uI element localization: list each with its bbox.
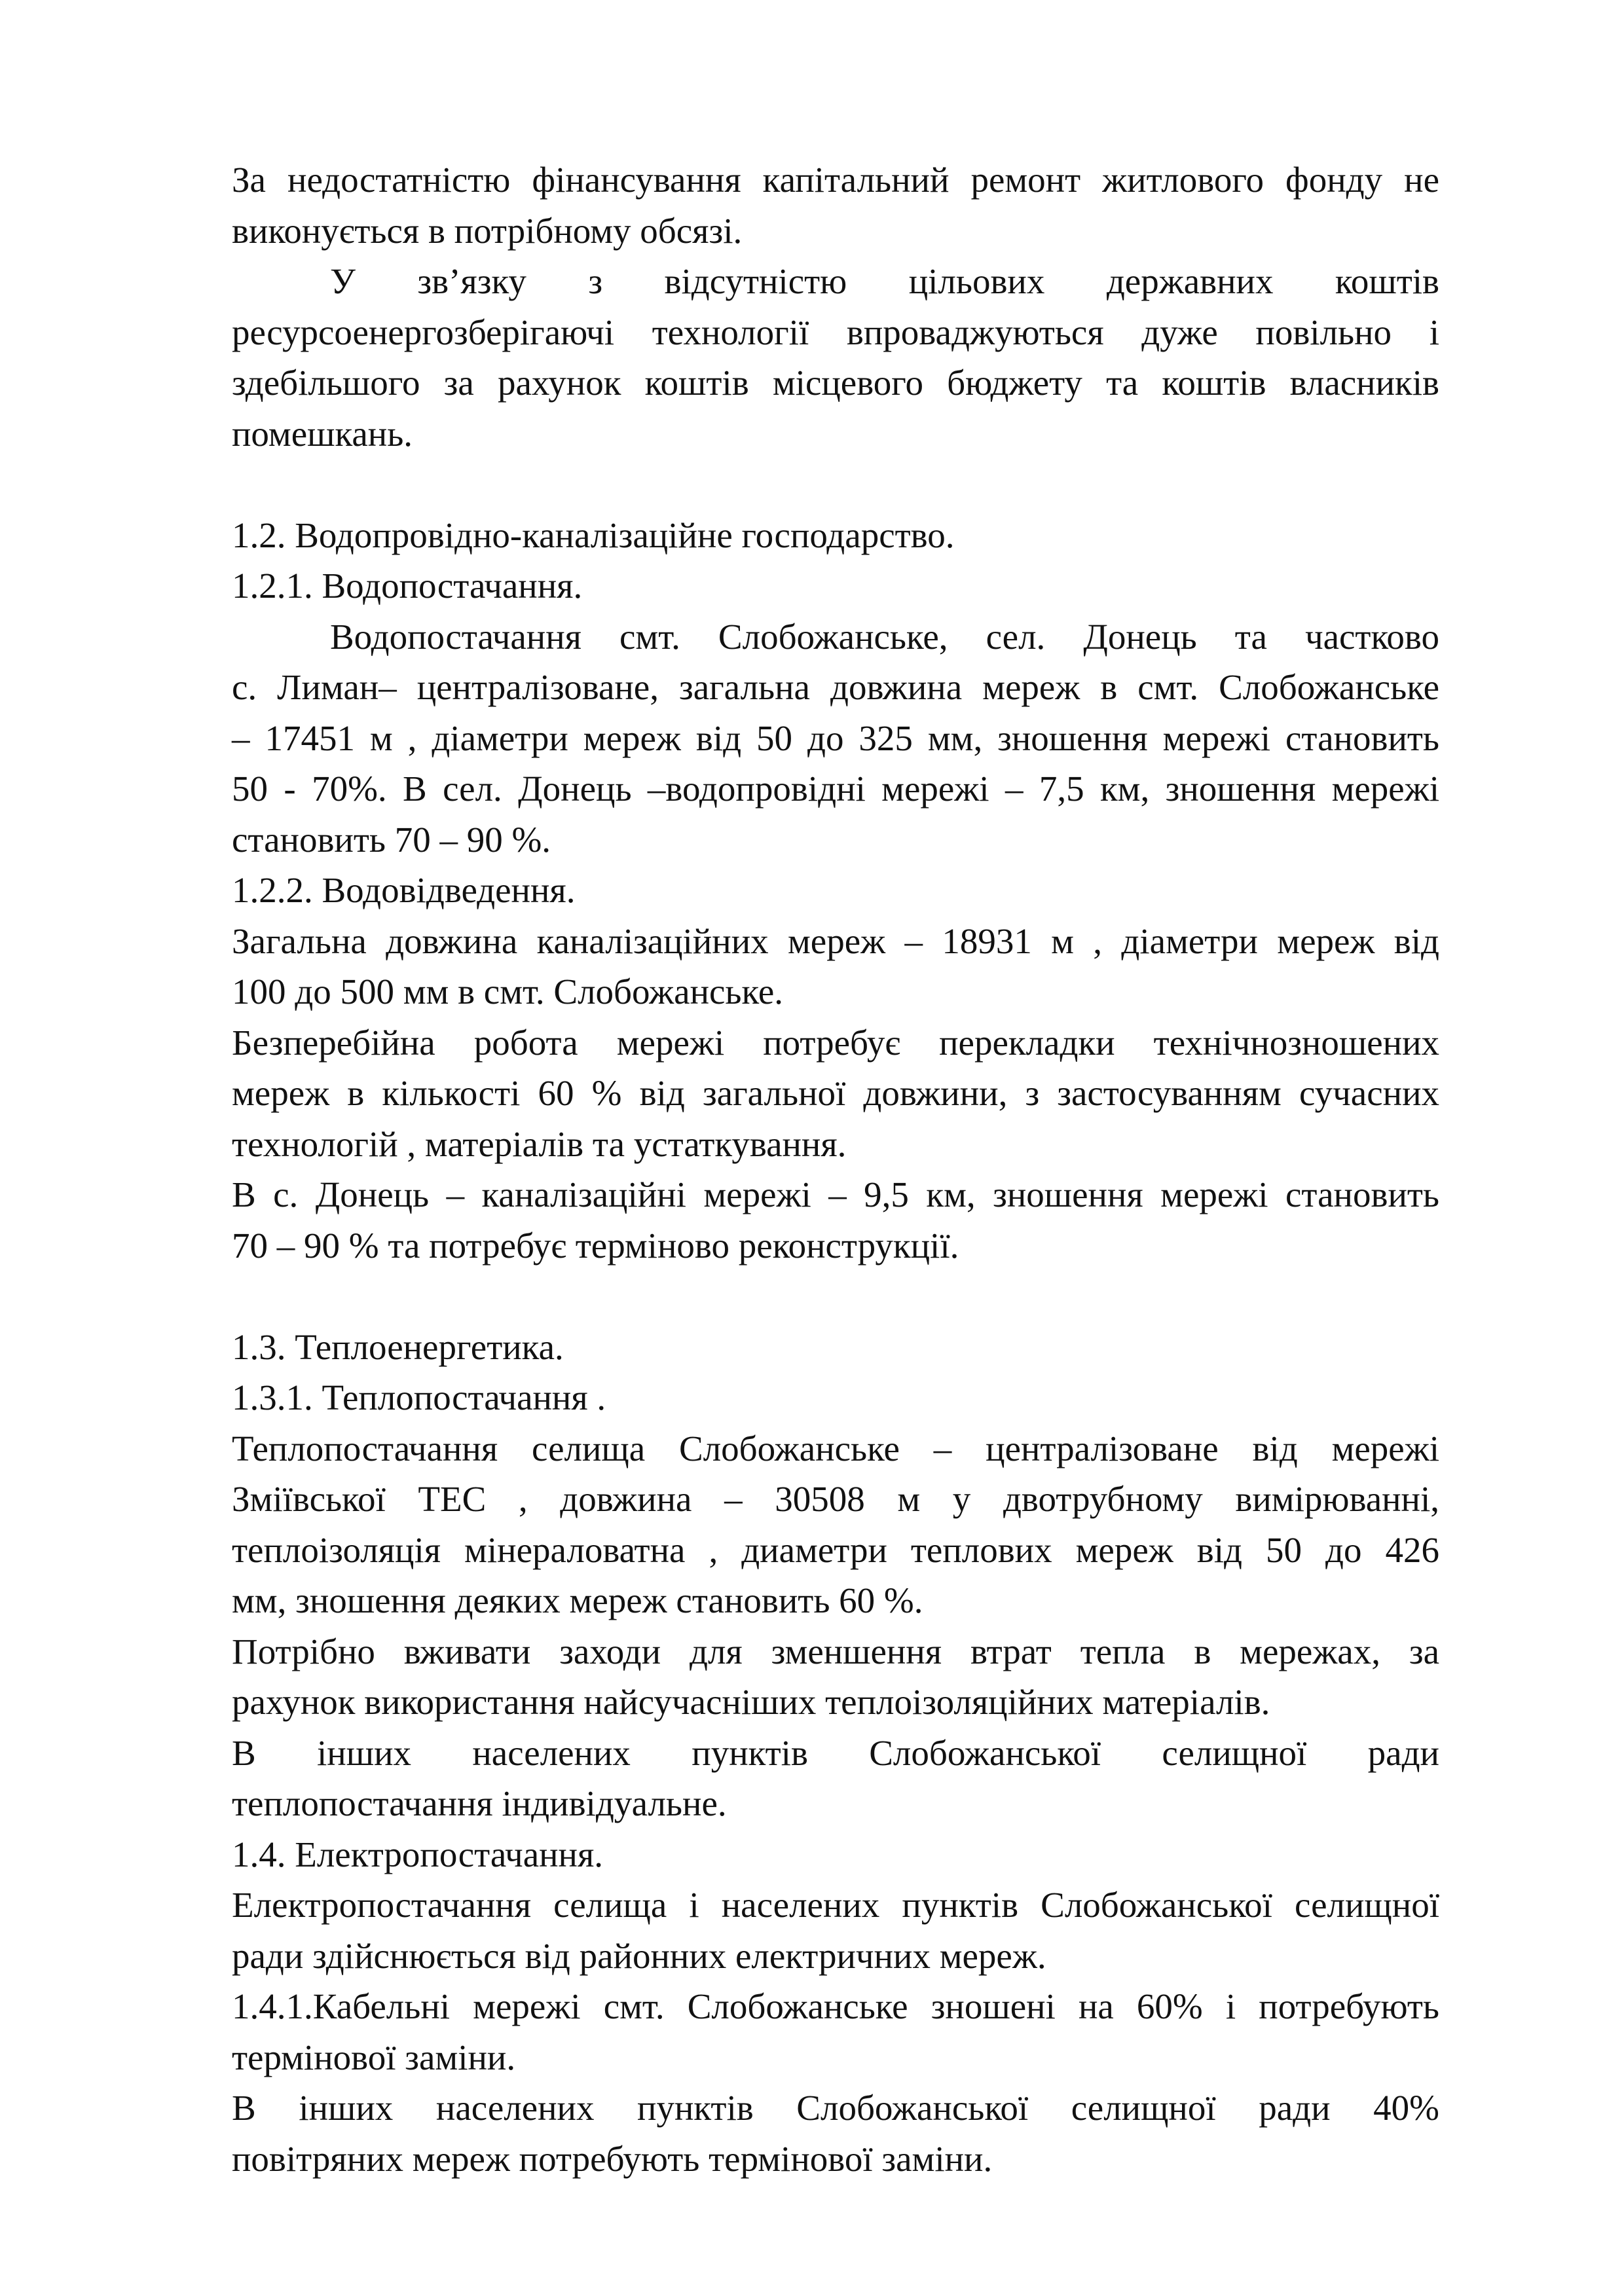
text-line: ресурсоенергозберігаючі технології впроваджуються дуже повільно і: [232, 312, 1439, 352]
text-line: 1.2. Водопровідно-каналізаційне господарство.: [232, 515, 955, 555]
text-line: 100 до 500 мм в смт. Слобожанське.: [232, 972, 784, 1011]
text-line: рахунок використання найсучасніших теплоізоляційних матеріалів.: [232, 1682, 1270, 1722]
text-line: В с. Донець – каналізаційні мережі – 9,5 км, зношення мережі становить: [232, 1175, 1439, 1214]
text-line: Безперебійна робота мережі потребує перекладки технічнозношених: [232, 1022, 1439, 1063]
document-page: [232, 155, 1439, 2184]
text-line: термінової заміни.: [232, 2037, 516, 2077]
text-line: Теплопостачання селища Слобожанське – централізоване від мережі: [232, 1428, 1439, 1468]
text-line: В інших населених пунктів Слобожанської селищної ради: [232, 1732, 1439, 1773]
text-line: с. Лиман– централізоване, загальна довжина мереж в смт. Слобожанське: [232, 667, 1439, 707]
text-line: Загальна довжина каналізаційних мереж – 18931 м , діаметри мереж від: [232, 920, 1439, 961]
text-line: В інших населених пунктів Слобожанської селищної ради 40%: [232, 2088, 1439, 2128]
text-line: У зв’язку з відсутністю цільових державних коштів: [330, 261, 1439, 301]
text-line: мм, зношення деяких мереж становить 60 %.: [232, 1580, 923, 1620]
text-line: 1.3.1. Теплопостачання .: [232, 1377, 606, 1417]
text-line: помешкань.: [232, 413, 413, 454]
text-line: теплопостачання індивідуальне.: [232, 1783, 727, 1823]
text-line: 50 - 70%. В сел. Донець –водопровідні мережі – 7,5 км, зношення мережі: [232, 769, 1439, 809]
text-line: виконується в потрібному обсязі.: [232, 210, 743, 251]
text-line: становить 70 – 90 %.: [232, 819, 551, 860]
text-line: 1.3. Теплоенергетика.: [232, 1326, 564, 1367]
section-intro: [232, 155, 1439, 459]
section-heat: [232, 1322, 1439, 2185]
text-line: Потрібно вживати заходи для зменшення втрат тепла в мережах, за: [232, 1631, 1439, 1671]
text-line: теплоізоляція мінераловатна , диаметри теплових мереж від 50 до 426: [232, 1529, 1439, 1570]
text-line: ради здійснюється від районних електричних мереж.: [232, 1935, 1046, 1976]
text-line: технологій , матеріалів та устаткування.: [232, 1123, 847, 1164]
text-line: 1.4. Електропостачання.: [232, 1834, 604, 1874]
text-line: Водопостачання смт. Слобожанське, сел. Донець та частково: [330, 616, 1439, 657]
text-line: мереж в кількості 60 % від загальної довжини, з застосуванням сучасних: [232, 1073, 1439, 1113]
text-line: 70 – 90 % та потребує терміново реконструкції.: [232, 1225, 959, 1266]
section-gap: [232, 1271, 1439, 1322]
text-line: – 17451 м , діаметри мереж від 50 до 325 мм, зношення мережі становить: [232, 718, 1439, 758]
text-line: 1.2.2. Водовідведення.: [232, 870, 576, 910]
text-line: За недостатністю фінансування капітальний ремонт житлового фонду не: [232, 160, 1439, 200]
text-line: Електропостачання селища і населених пунктів Слобожанської селищної: [232, 1885, 1439, 1925]
text-line: Зміївської ТЕС , довжина – 30508 м у двотрубному вимірюванні,: [232, 1479, 1439, 1519]
section-water: [232, 510, 1439, 1271]
section-gap: [232, 459, 1439, 510]
text-line: повітряних мереж потребують термінової заміни.: [232, 2138, 993, 2179]
text-line: 1.2.1. Водопостачання.: [232, 566, 583, 606]
text-line: здебільшого за рахунок коштів місцевого бюджету та коштів власників: [232, 363, 1439, 403]
text-line: 1.4.1.Кабельні мережі смт. Слобожанське зношені на 60% і потребують: [232, 1986, 1439, 2026]
